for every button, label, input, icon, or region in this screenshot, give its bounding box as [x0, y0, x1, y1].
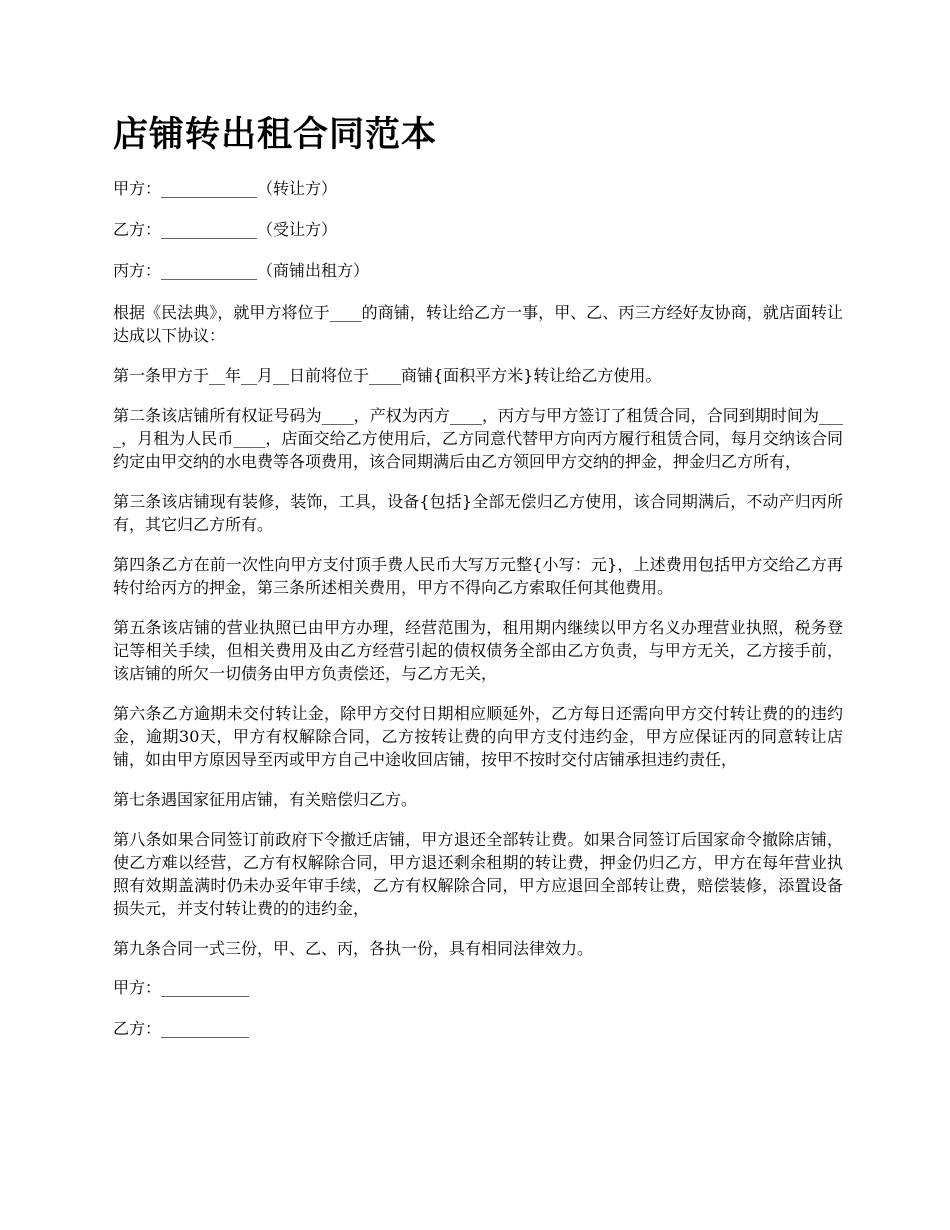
- preamble-paragraph: 根据《民法典》，就甲方将位于____的商铺，转让给乙方一事，甲、乙、丙三方经好友协商，就店面转让达成以下协议：: [113, 303, 843, 345]
- signature-party-a: 甲方：___________: [113, 978, 250, 997]
- article-7-paragraph: 第七条遇国家征用店铺，有关赔偿归乙方。: [113, 790, 418, 809]
- article-9-paragraph: 第九条合同一式三份，甲、乙、丙，各执一份，具有相同法律效力。: [113, 939, 594, 958]
- document-title: 店铺转出租合同范本: [113, 115, 438, 155]
- article-5-paragraph: 第五条该店铺的营业执照已由甲方办理，经营范围为，租用期内继续以甲方名义办理营业执照，税务登记等相关手续，但相关费用及由乙方经营引起的债权债务全部由乙方负责，与甲方无关，乙方接手前，该店铺的所欠一切债务由甲方负责偿还，与乙方无关，: [113, 618, 843, 683]
- signature-party-b: 乙方：___________: [113, 1019, 250, 1038]
- document-page: [113, 110, 843, 1059]
- party-c-line: 丙方：____________（商铺出租方）: [113, 261, 370, 280]
- article-6-paragraph: 第六条乙方逾期未交付转让金，除甲方交付日期相应顺延外，乙方每日还需向甲方交付转让费的的违约金，逾期30天，甲方有权解除合同，乙方按转让费的向甲方支付违约金，甲方应保证丙的同意转让店铺，如由甲方原因导至丙或甲方自己中途收回店铺，按甲不按时交付店铺承担违约责任，: [113, 704, 843, 769]
- article-1-paragraph: 第一条甲方于__年__月__日前将位于____商铺{面积平方米}转让给乙方使用。: [113, 366, 662, 385]
- article-4-paragraph: 第四条乙方在前一次性向甲方支付顶手费人民币大写万元整{小写：元}，上述费用包括甲方交给乙方再转付给丙方的押金，第三条所述相关费用，甲方不得向乙方索取任何其他费用。: [113, 555, 843, 597]
- article-2-paragraph: 第二条该店铺所有权证号码为____，产权为丙方____，丙方与甲方签订了租赁合同，合同到期时间为____，月租为人民币____，店面交给乙方使用后，乙方同意代替甲方向丙方履行租赁合同，每月交纳该合同约定由甲交纳的水电费等各项费用，该合同期满后由乙方领回甲方交纳的押金，押金归乙方所有，: [113, 406, 843, 471]
- party-a-line: 甲方：____________（转让方）: [113, 179, 338, 198]
- article-3-paragraph: 第三条该店铺现有装修，装饰，工具，设备{包括}全部无偿归乙方使用，该合同期满后，不动产归丙所有，其它归乙方所有。: [113, 492, 843, 534]
- article-8-paragraph: 第八条如果合同签订前政府下令撤迁店铺，甲方退还全部转让费。如果合同签订后国家命令撤除店铺，使乙方难以经营，乙方有权解除合同，甲方退还剩余租期的转让费，押金仍归乙方，甲方在每年营业执照有效期盖满时仍未办妥年审手续，乙方有权解除合同，甲方应退回全部转让费，赔偿装修，添置设备损失元，并支付转让费的的违约金，: [113, 830, 843, 918]
- party-b-line: 乙方：____________（受让方）: [113, 220, 338, 239]
